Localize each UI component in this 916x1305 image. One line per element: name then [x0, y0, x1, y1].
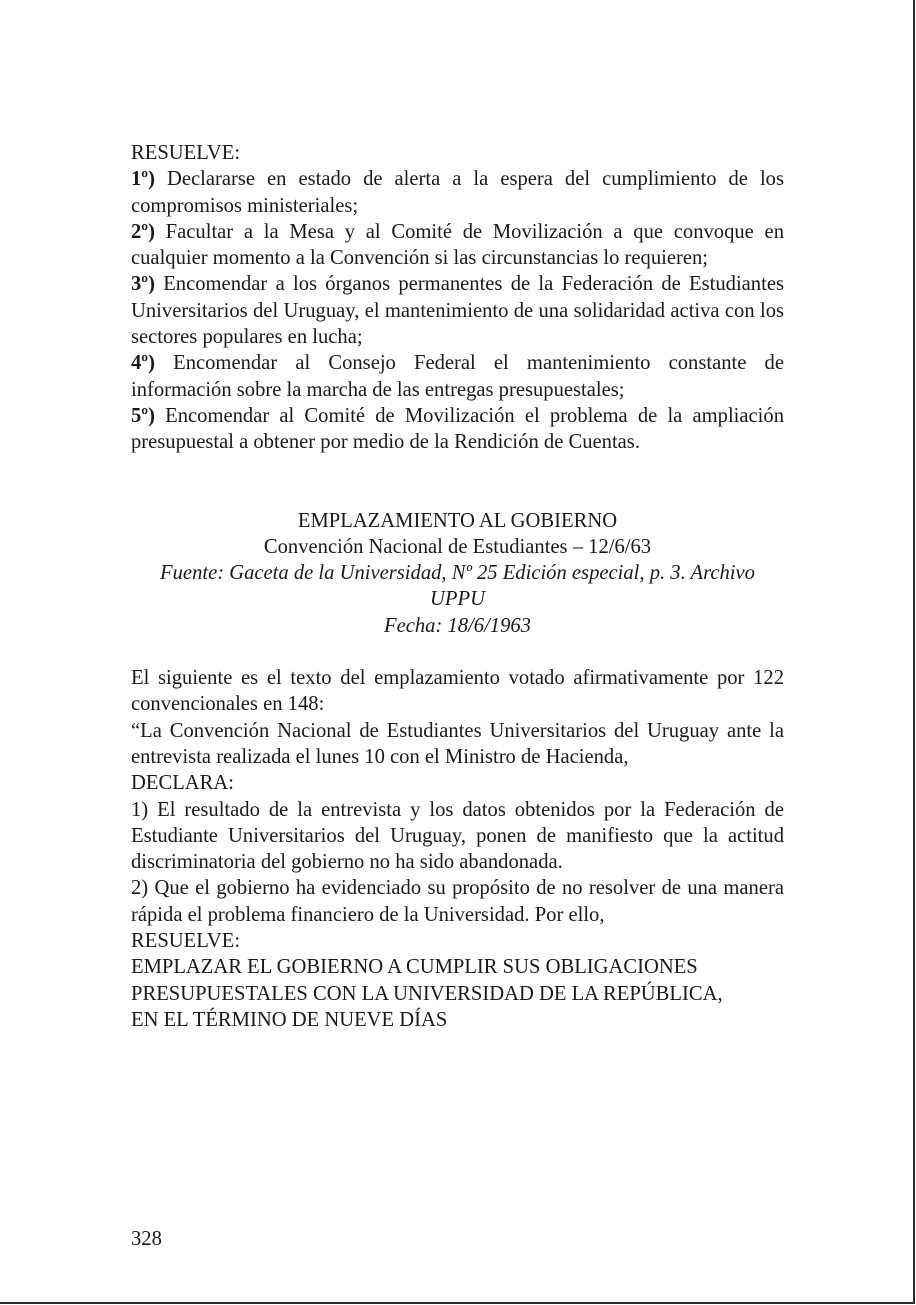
resolution-line: EN EL TÉRMINO DE NUEVE DÍAS [131, 1008, 448, 1031]
resolution-line: EMPLAZAR EL GOBIERNO A CUMPLIR SUS OBLIGACIONES [131, 956, 698, 979]
resuelve-heading-2: RESUELVE: [131, 930, 241, 953]
document-source: Fuente: Gaceta de la Universidad, Nº 25 Edición especial, p. 3. Archivo UPPU [160, 562, 755, 611]
item-number: 5º) [131, 404, 155, 427]
item-text: Encomendar al Consejo Federal el mantenimiento constante de información sobre la marcha de las entregas presupuestales; [131, 352, 784, 401]
document-subtitle: Convención Nacional de Estudiantes – 12/6/63 [263, 535, 652, 558]
declara-point: 2) Que el gobierno ha evidenciado su propósito de no resolver de una manera rápida el problema financiero de la Universidad. Por ello, [131, 877, 784, 926]
intro-paragraph: El siguiente es el texto del emplazamiento votado afirmativamente por 122 convencionales en 148: [131, 667, 784, 716]
item-number: 4º) [131, 352, 155, 375]
resolution-item [131, 271, 784, 350]
resolution-item [131, 350, 784, 403]
page-content [131, 140, 784, 1033]
item-text: Encomendar al Comité de Movilización el problema de la ampliación presupuestal a obtener por medio de la Rendición de Cuentas. [131, 404, 784, 454]
document-date: Fecha: 18/6/1963 [384, 614, 531, 637]
item-text: Declararse en estado de alerta a la espera del cumplimiento de los compromisos ministeriales; [131, 168, 784, 217]
resuelve-heading: RESUELVE: [131, 142, 241, 164]
item-text: Facultar a la Mesa y al Comité de Movilización a que convoque en cualquier momento a la Convención si las circunstancias lo requieren; [131, 220, 784, 270]
quote-paragraph: “La Convención Nacional de Estudiantes Universitarios del Uruguay ante la entrevista realizada el lunes 10 con el Ministro de Hacienda, [131, 719, 784, 768]
resolution-item [131, 403, 784, 456]
resolution-line: PRESUPUESTALES CON LA UNIVERSIDAD DE LA REPÚBLICA, [131, 982, 723, 1005]
declara-point: 1) El resultado de la entrevista y los datos obtenidos por la Federación de Estudiante Universitarios del Uruguay, ponen de manifiesto que la actitud discriminatoria del gobierno no ha sido abandonada. [131, 798, 784, 874]
resolution-item [131, 219, 784, 272]
document-title: EMPLAZAMIENTO AL GOBIERNO [297, 509, 618, 532]
item-number: 3º) [131, 273, 155, 296]
declara-heading: DECLARA: [131, 772, 234, 795]
resolution-item [131, 166, 784, 219]
item-number: 2º) [131, 220, 155, 243]
page-number: 328 [131, 1228, 162, 1250]
item-number: 1º) [131, 168, 155, 191]
item-text: Encomendar a los órganos permanentes de la Federación de Estudiantes Universitarios del Uruguay, el mantenimiento de una solidaridad activa con los sectores populares en lucha; [131, 273, 784, 349]
